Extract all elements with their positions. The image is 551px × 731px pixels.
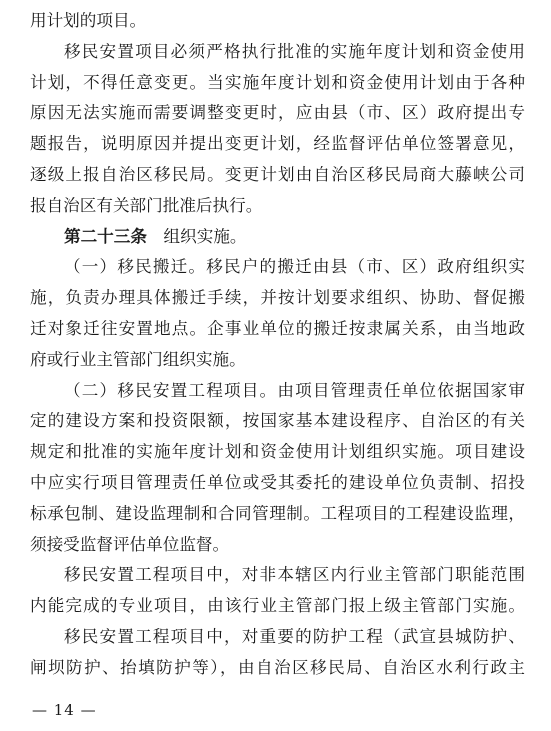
text-line xyxy=(30,468,525,499)
line-text: 闸坝防护、抬填防护等），由自治区移民局、自治区水利行政主 xyxy=(30,657,525,677)
text-line xyxy=(30,437,525,468)
article-title: 组织实施。 xyxy=(146,226,247,246)
line-text: 原因无法实施而需要调整变更时，应由县（市、区）政府提出专 xyxy=(30,103,525,123)
line-text: 府或行业主管部门组织实施。 xyxy=(30,349,246,369)
line-text: 用计划的项目。 xyxy=(30,11,147,30)
line-text: 移民安置工程项目中，对非本辖区内行业主管部门职能范围 xyxy=(64,565,525,585)
line-text: 施，负责办理具体搬迁手续，并按计划要求组织、协助、督促搬 xyxy=(30,288,525,308)
text-line xyxy=(30,6,525,37)
line-text: 定的建设方案和投资限额，按国家基本建设程序、自治区的有关 xyxy=(30,411,525,431)
text-line xyxy=(30,252,525,283)
text-line xyxy=(30,622,525,653)
text-line xyxy=(30,591,525,622)
line-text: 须接受监督评估单位监督。 xyxy=(30,534,230,554)
text-line xyxy=(30,560,525,591)
line-text: （二）移民安置工程项目。由项目管理责任单位依据国家审 xyxy=(64,380,525,400)
line-text: 报自治区有关部门批准后执行。 xyxy=(30,195,263,215)
text-line xyxy=(30,376,525,407)
line-text: 规定和批准的实施年度计划和资金使用计划组织实施。项目建设 xyxy=(30,442,525,462)
text-line xyxy=(30,160,525,191)
line-text: 移民安置项目必须严格执行批准的实施年度计划和资金使用 xyxy=(64,41,525,61)
text-line xyxy=(30,653,525,684)
text-line xyxy=(30,314,525,345)
text-line xyxy=(30,530,525,561)
line-text: （一）移民搬迁。移民户的搬迁由县（市、区）政府组织实 xyxy=(64,257,525,277)
line-text: 逐级上报自治区移民局。变更计划由自治区移民局商大藤峡公司 xyxy=(30,164,525,184)
text-line xyxy=(30,499,525,530)
text-line xyxy=(30,345,525,376)
text-line xyxy=(30,406,525,437)
line-text: 内能完成的专业项目，由该行业主管部门报上级主管部门实施。 xyxy=(30,596,525,616)
line-text: 迁对象迁往安置地点。企事业单位的搬迁按隶属关系，由当地政 xyxy=(30,318,525,338)
text-line xyxy=(30,191,525,222)
line-text: 中应实行项目管理责任单位或受其委托的建设单位负责制、招投 xyxy=(30,472,525,492)
text-line xyxy=(30,283,525,314)
page-number: — 14 — xyxy=(32,701,97,719)
line-text: 计划，不得任意变更。当实施年度计划和资金使用计划由于各种 xyxy=(30,72,525,92)
text-line xyxy=(30,68,525,99)
article-number: 第二十三条 xyxy=(64,226,147,246)
text-line xyxy=(30,98,525,129)
article-heading-line xyxy=(30,222,525,253)
line-text: 移民安置工程项目中，对重要的防护工程（武宣县城防护、 xyxy=(64,626,525,646)
line-text: 题报告，说明原因并提出变更计划，经监督评估单位签署意见， xyxy=(30,134,525,154)
text-line xyxy=(30,37,525,68)
text-line xyxy=(30,129,525,160)
line-text: 标承包制、建设监理制和合同管理制。工程项目的工程建设监理， xyxy=(30,503,525,523)
document-body xyxy=(30,6,525,684)
